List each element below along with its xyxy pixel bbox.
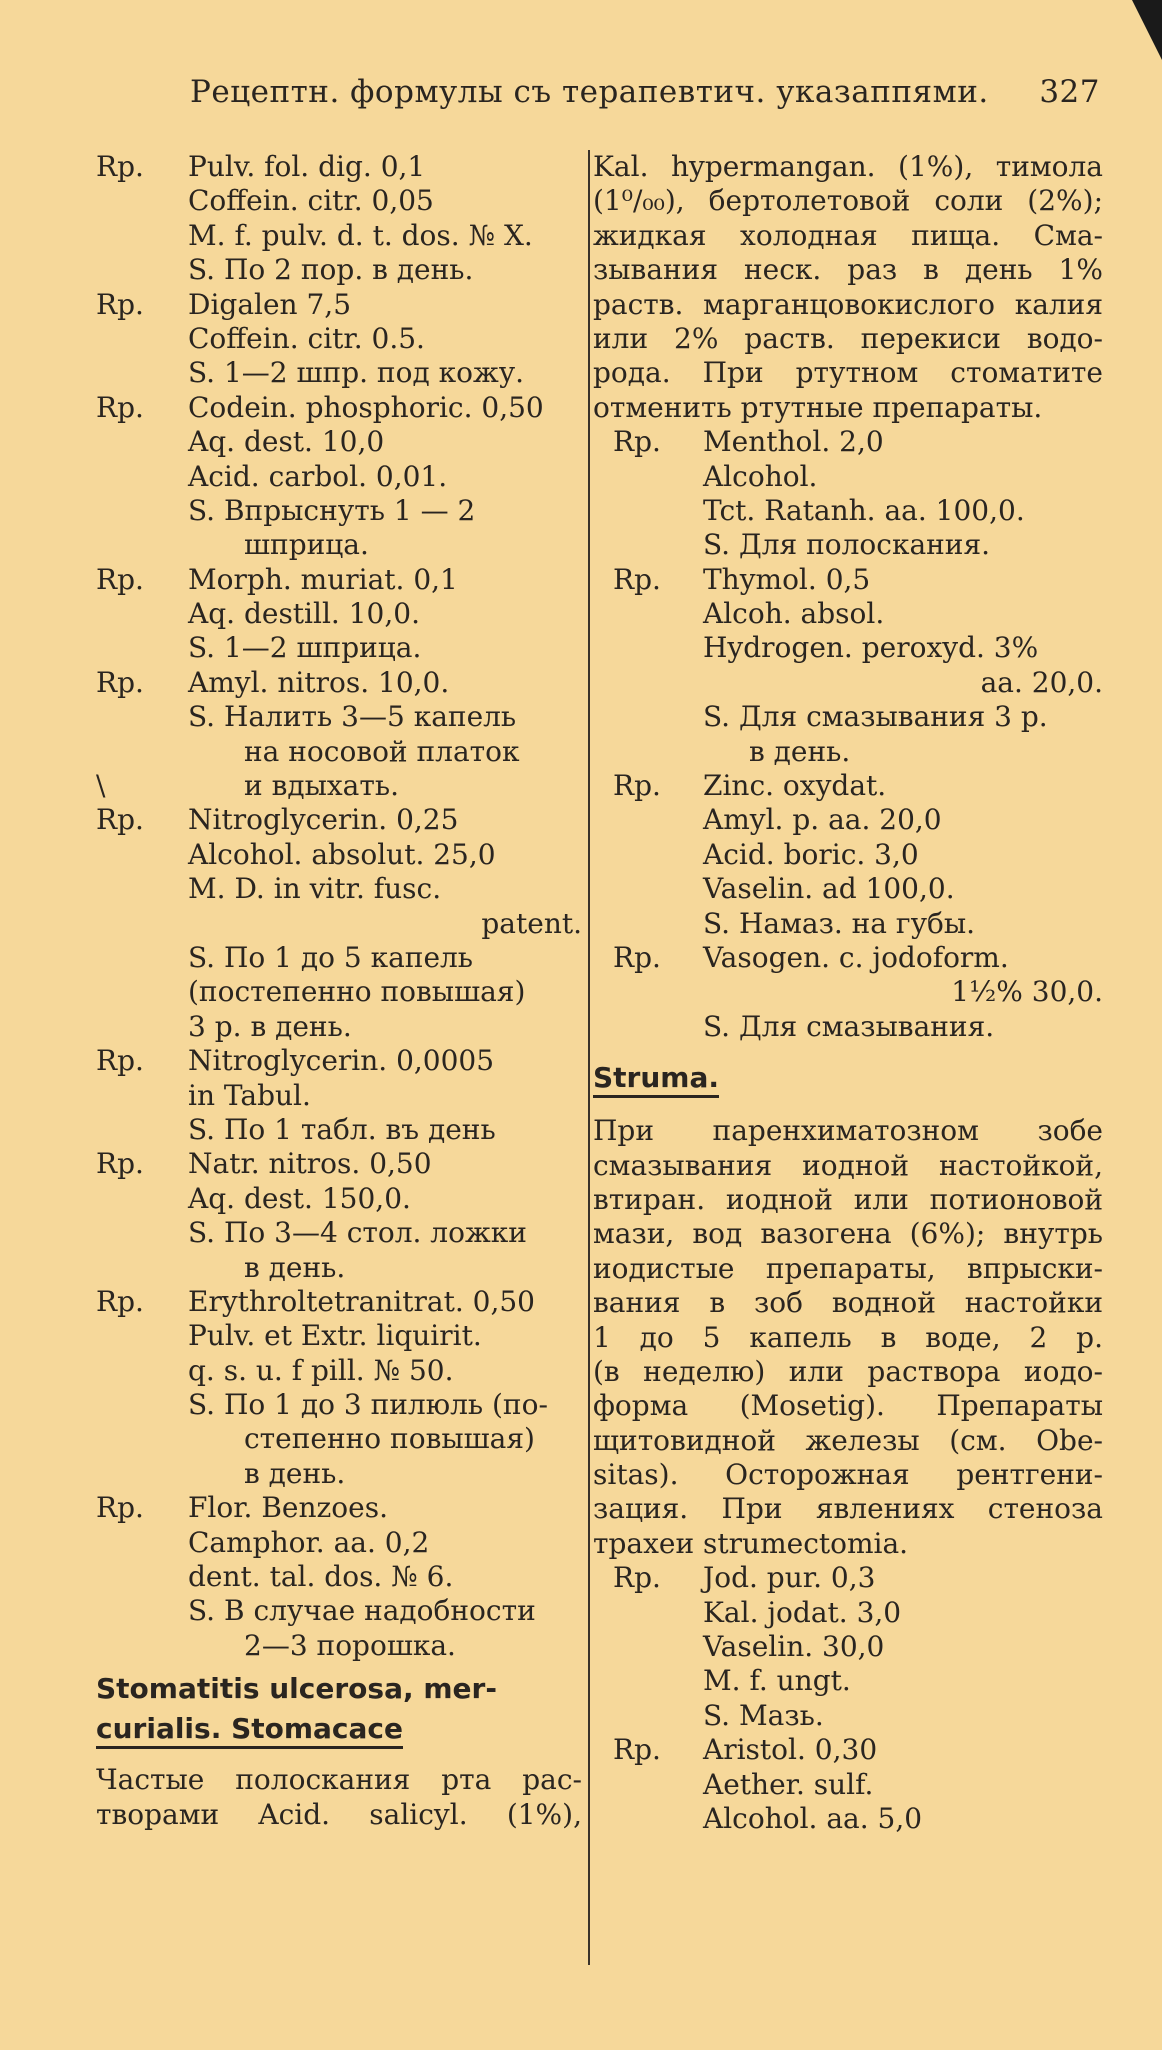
recipe-line — [593, 1768, 1103, 1802]
paragraph-line — [593, 1286, 1103, 1320]
recipe-line — [96, 1044, 582, 1078]
recipe-line — [593, 1802, 1103, 1836]
paragraph-text: вания в зоб водной настойки — [593, 1286, 1103, 1320]
stomatitis-para-line: Частые полоскания рта рас- — [96, 1763, 582, 1797]
recipe-text-indented: и вдыхать. — [244, 769, 399, 803]
paragraph-text: форма (Mosetig). Препараты — [593, 1389, 1103, 1423]
rp-marker: Rp. — [613, 769, 661, 803]
recipe-line — [593, 494, 1103, 528]
recipe-text: S. Для полоскания. — [703, 528, 991, 562]
recipe-text: Aq. destill. 10,0. — [188, 597, 420, 631]
rp-marker: Rp. — [613, 1733, 661, 1767]
recipe-line — [96, 1251, 582, 1285]
recipe-text: Kal. jodat. 3,0 — [703, 1595, 902, 1629]
recipe-line — [593, 1010, 1103, 1044]
recipe-line — [593, 1699, 1103, 1733]
paragraph-line — [593, 391, 1103, 425]
recipe-text: Codein. phosphoric. 0,50 — [188, 390, 544, 424]
recipe-line — [96, 219, 582, 253]
recipe-text: Menthol. 2,0 — [703, 425, 884, 459]
recipe-text: Aq. dest. 150,0. — [188, 1181, 411, 1215]
recipe-text: Nitroglycerin. 0,25 — [188, 803, 459, 837]
paragraph-text: рода. При ртутном стоматите — [593, 356, 1103, 390]
recipe-text: (постепенно повышая) — [188, 975, 526, 1009]
paragraph-line — [593, 1424, 1103, 1458]
paragraph-line — [593, 1458, 1103, 1492]
paragraph-line — [593, 1149, 1103, 1183]
paragraph-text: отменить ртутные препараты. — [593, 390, 1043, 424]
recipe-line — [96, 838, 582, 872]
recipe-text: dent. tal. dos. № 6. — [188, 1560, 454, 1594]
paragraph-line — [593, 253, 1103, 287]
rp-marker: Rp. — [96, 390, 144, 424]
paragraph-line — [593, 1252, 1103, 1286]
recipe-line — [96, 253, 582, 287]
recipe-line — [96, 631, 582, 665]
recipe-line — [593, 700, 1103, 734]
recipe-text: S. Для смазывания. — [703, 1009, 995, 1043]
recipe-text: Camphor. aa. 0,2 — [188, 1525, 430, 1559]
recipe-text: Natr. nitros. 0,50 — [188, 1147, 432, 1181]
recipe-text: S. Впрыснуть 1 — 2 — [188, 493, 476, 527]
recipe-line — [96, 356, 582, 390]
recipe-line — [593, 735, 1103, 769]
paragraph-text: или 2% раств. перекиси водо- — [593, 321, 1103, 355]
recipe-text-right: patent. — [481, 906, 582, 940]
recipe-line — [96, 322, 582, 356]
rp-marker: Rp. — [96, 1284, 144, 1318]
paragraph-line — [593, 219, 1103, 253]
stomatitis-heading-line1: Stomatitis ulcerosa, mer- — [96, 1672, 497, 1706]
paragraph-line — [593, 288, 1103, 322]
stomatitis-heading-line2-wrap — [96, 1709, 582, 1749]
recipe-text-indented: степенно повышая) — [244, 1422, 535, 1456]
recipe-line — [96, 1079, 582, 1113]
recipe-text-right: 1½% 30,0. — [951, 975, 1103, 1009]
recipe-text: S. По 1 табл. въ день — [188, 1112, 496, 1146]
recipe-line — [593, 1664, 1103, 1698]
left-column — [96, 150, 582, 1832]
recipe-text: S. По 1 до 3 пилюль (по- — [188, 1388, 548, 1422]
recipe-text: M. D. in vitr. fusc. — [188, 872, 442, 906]
recipe-text: Alcoh. absol. — [703, 597, 885, 631]
recipe-line — [593, 631, 1103, 665]
rp-marker: Rp. — [96, 1147, 144, 1181]
stomatitis-para-line: творами Acid. salicyl. (1%), — [96, 1797, 582, 1831]
recipe-text: Nitroglycerin. 0,0005 — [188, 1044, 495, 1078]
recipe-text-indented: 2—3 порошка. — [244, 1628, 456, 1662]
recipe-text: M. f. ungt. — [703, 1664, 851, 1698]
paragraph-text: раств. марганцовокислого калия — [593, 287, 1103, 321]
recipe-line — [96, 1457, 582, 1491]
recipe-text: Aristol. 0,30 — [703, 1733, 878, 1767]
recipe-text: Jod. pur. 0,3 — [703, 1561, 876, 1595]
paragraph-text: иодистые препараты, впрыски- — [593, 1251, 1103, 1285]
recipe-line — [96, 1182, 582, 1216]
recipe-text-indented: в день. — [244, 1456, 346, 1490]
rp-marker: Rp. — [96, 562, 144, 596]
recipe-text: Flor. Benzoes. — [188, 1491, 388, 1525]
recipe-text-indented: шприца. — [244, 528, 369, 562]
recipe-text-indented: в день. — [244, 1250, 346, 1284]
left-recipe-list — [96, 150, 582, 1663]
rp-marker: Rp. — [96, 287, 144, 321]
recipe-line — [96, 597, 582, 631]
paragraph-line — [593, 1114, 1103, 1148]
page-number: 327 — [1039, 74, 1100, 110]
recipe-text: Vasogen. c. jodoform. — [703, 940, 1009, 974]
page-corner-shadow — [1132, 0, 1162, 60]
paragraph-line — [593, 1355, 1103, 1389]
recipe-text: Hydrogen. peroxyd. 3% — [703, 631, 1039, 665]
paragraph-text: жидкая холодная пища. Сма- — [593, 218, 1103, 252]
recipe-line — [96, 494, 582, 528]
recipe-text: S. 1—2 шпр. под кожу. — [188, 356, 525, 390]
recipe-line — [96, 1594, 582, 1628]
recipe-text: in Tabul. — [188, 1078, 311, 1112]
recipe-text: Vaselin. 30,0 — [703, 1630, 885, 1664]
running-header — [190, 74, 1100, 124]
paragraph-line — [593, 1492, 1103, 1526]
recipe-line — [96, 1113, 582, 1147]
recipe-line — [96, 735, 582, 769]
recipe-line — [96, 1388, 582, 1422]
recipe-line — [593, 563, 1103, 597]
recipe-line — [96, 288, 582, 322]
recipe-text: Erythroltetranitrat. 0,50 — [188, 1284, 535, 1318]
recipe-line — [96, 907, 582, 941]
recipe-line — [593, 907, 1103, 941]
recipe-line — [593, 425, 1103, 459]
rp-marker: Rp. — [96, 1491, 144, 1525]
paragraph-text: смазывания иодной настойкой, — [593, 1148, 1103, 1182]
rp-marker: Rp. — [613, 425, 661, 459]
recipe-text: S. Для смазывания 3 р. — [703, 700, 1048, 734]
recipe-text: Amyl. nitros. 10,0. — [188, 665, 450, 699]
recipe-text: Acid. carbol. 0,01. — [188, 459, 448, 493]
recipe-text: Digalen 7,5 — [188, 287, 352, 321]
paragraph-line — [593, 1183, 1103, 1217]
rp-marker: Rp. — [613, 940, 661, 974]
rp-marker: \ — [96, 769, 106, 803]
recipe-line — [593, 1733, 1103, 1767]
recipe-line — [593, 1561, 1103, 1595]
paragraph-line — [593, 322, 1103, 356]
recipe-line — [593, 666, 1103, 700]
recipe-line — [593, 769, 1103, 803]
recipe-text: S. Налить 3—5 капель — [188, 700, 517, 734]
recipe-line — [96, 460, 582, 494]
paragraph-text: зывания неск. раз в день 1% — [593, 253, 1103, 287]
recipe-text: Vaselin. ad 100,0. — [703, 872, 955, 906]
right-recipe-list-1 — [593, 425, 1103, 1044]
recipe-text: Aether. sulf. — [703, 1767, 874, 1801]
recipe-line — [96, 1491, 582, 1525]
recipe-text: Amyl. p. aa. 20,0 — [703, 803, 942, 837]
recipe-line — [96, 1285, 582, 1319]
paragraph-text: 1 до 5 капель в воде, 2 р. — [593, 1320, 1103, 1354]
recipe-text-indented: на носовой платок — [244, 734, 520, 768]
recipe-line — [593, 838, 1103, 872]
recipe-line — [96, 425, 582, 459]
right-recipe-list-2 — [593, 1561, 1103, 1836]
rp-marker: Rp. — [96, 1044, 144, 1078]
paragraph-line — [593, 1321, 1103, 1355]
recipe-text-right: aa. 20,0. — [980, 665, 1103, 699]
recipe-line — [593, 872, 1103, 906]
recipe-line — [593, 803, 1103, 837]
recipe-text: S. 1—2 шприца. — [188, 631, 422, 665]
recipe-line — [96, 1319, 582, 1353]
paragraph-text: щитовидной железы (см. Obe- — [593, 1423, 1103, 1457]
stomatitis-heading-line2: curialis. Stomacace — [96, 1712, 403, 1749]
recipe-text: Pulv. fol. dig. 0,1 — [188, 150, 426, 183]
recipe-text: Coffein. citr. 0.5. — [188, 321, 425, 355]
recipe-line — [96, 1147, 582, 1181]
paragraph-line — [593, 1389, 1103, 1423]
recipe-text: Aq. dest. 10,0 — [188, 425, 385, 459]
recipe-text: Pulv. et Extr. liquirit. — [188, 1319, 482, 1353]
recipe-line — [96, 391, 582, 425]
paragraph-text: мази, вод вазогена (6%); внутрь — [593, 1217, 1103, 1251]
right-column — [593, 150, 1103, 1836]
recipe-text: Zinc. oxydat. — [703, 769, 887, 803]
paragraph-text: sitas). Осторожная рентгени- — [593, 1458, 1103, 1492]
recipe-line — [96, 872, 582, 906]
rp-marker: Rp. — [96, 150, 144, 183]
recipe-text: Coffein. citr. 0,05 — [188, 184, 434, 218]
rp-marker: Rp. — [96, 665, 144, 699]
recipe-line — [593, 528, 1103, 562]
paragraph-text: (1⁰/₀₀), бертолетовой соли (2%); — [593, 184, 1103, 218]
recipe-text: M. f. pulv. d. t. dos. № X. — [188, 218, 533, 252]
recipe-line — [96, 1216, 582, 1250]
recipe-line — [96, 528, 582, 562]
paragraph-text: Kal. hypermangan. (1%), тимола — [593, 150, 1103, 183]
recipe-line — [96, 769, 582, 803]
recipe-text: Alcohol. — [703, 459, 818, 493]
paragraph-line — [593, 1217, 1103, 1251]
paragraph-text: (в неделю) или раствора иодо- — [593, 1354, 1103, 1388]
rp-marker: Rp. — [613, 562, 661, 596]
paragraph-line — [593, 1527, 1103, 1561]
struma-heading-wrap — [593, 1058, 1103, 1098]
recipe-line — [593, 460, 1103, 494]
recipe-text: q. s. u. f pill. № 50. — [188, 1353, 454, 1387]
recipe-line — [96, 700, 582, 734]
recipe-line — [96, 666, 582, 700]
recipe-line — [96, 1560, 582, 1594]
recipe-line — [96, 184, 582, 218]
recipe-line — [96, 1010, 582, 1044]
recipe-text: Alcohol. aa. 5,0 — [703, 1801, 923, 1835]
paragraph-text: зация. При явлениях стеноза — [593, 1492, 1103, 1526]
recipe-text: S. По 2 пор. в день. — [188, 253, 474, 287]
recipe-text: 3 р. в день. — [188, 1009, 352, 1043]
paragraph-text: При паренхиматозном зобе — [593, 1114, 1103, 1148]
recipe-line — [96, 803, 582, 837]
recipe-text: Morph. muriat. 0,1 — [188, 562, 458, 596]
struma-paragraph — [593, 1114, 1103, 1561]
paragraph-text: трахеи strumectomia. — [593, 1526, 909, 1560]
paragraph-text: втиран. иодной или потионовой — [593, 1182, 1103, 1216]
recipe-line — [593, 1630, 1103, 1664]
header-title: Рецептн. формулы съ терапевтич. указаппями. — [190, 74, 989, 110]
recipe-text-indented: в день. — [749, 734, 851, 768]
recipe-text: S. По 3—4 стол. ложки — [188, 1216, 527, 1250]
recipe-text: Acid. boric. 3,0 — [703, 837, 919, 871]
recipe-text: Tct. Ratanh. aa. 100,0. — [703, 493, 1025, 527]
paragraph-line — [593, 356, 1103, 390]
recipe-line — [593, 941, 1103, 975]
recipe-text: S. По 1 до 5 капель — [188, 940, 474, 974]
recipe-line — [96, 1354, 582, 1388]
recipe-text: S. Намаз. на губы. — [703, 906, 976, 940]
column-divider — [588, 150, 590, 1965]
recipe-line — [96, 1422, 582, 1456]
recipe-line — [96, 150, 582, 184]
rp-marker: Rp. — [613, 1561, 661, 1595]
recipe-line — [96, 975, 582, 1009]
recipe-text: Thymol. 0,5 — [703, 562, 871, 596]
recipe-text: S. В случае надобности — [188, 1594, 536, 1628]
rp-marker: Rp. — [96, 803, 144, 837]
struma-heading: Struma. — [593, 1061, 719, 1098]
recipe-text: S. Мазь. — [703, 1698, 824, 1732]
paragraph-line — [593, 150, 1103, 184]
recipe-line — [593, 975, 1103, 1009]
recipe-line — [593, 597, 1103, 631]
recipe-line — [96, 1526, 582, 1560]
stomatitis-continuation — [593, 150, 1103, 425]
paragraph-line — [593, 184, 1103, 218]
recipe-line — [96, 563, 582, 597]
recipe-line — [593, 1596, 1103, 1630]
recipe-line — [96, 1629, 582, 1663]
recipe-text: Alcohol. absolut. 25,0 — [188, 837, 496, 871]
recipe-line — [96, 941, 582, 975]
